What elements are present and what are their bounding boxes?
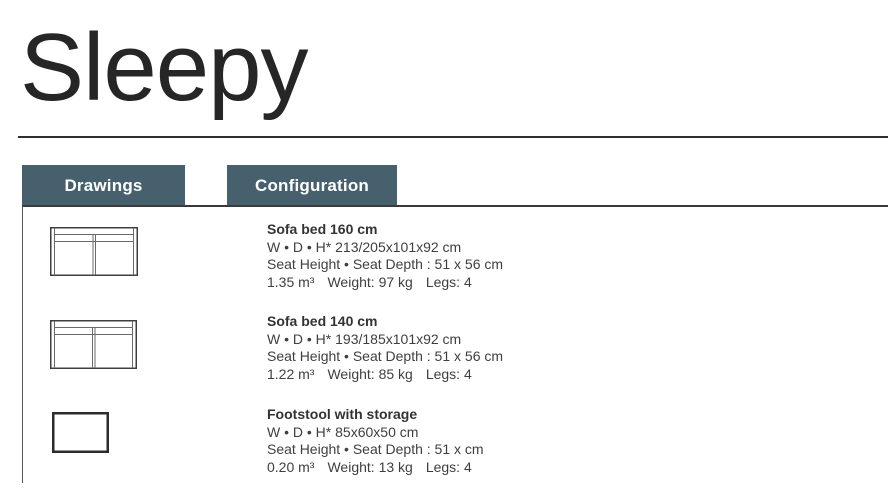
product-weight: Weight: 85 kg: [327, 365, 413, 382]
product-seat-dimensions: Seat Height • Seat Depth : 51 x 56 cm: [267, 256, 504, 273]
product-dimensions: W • D • H* 213/205x101x92 cm: [267, 238, 462, 255]
product-spec-sofa-140: [267, 313, 503, 383]
product-volume: 0.20 m³: [267, 458, 315, 475]
product-metrics: [267, 274, 503, 292]
product-weight: Weight: 97 kg: [327, 273, 413, 290]
tab-configuration-label: Configuration: [254, 175, 370, 195]
product-legs: Legs: 4: [425, 365, 472, 382]
product-spec-sofa-160: [267, 221, 503, 291]
title-divider: [18, 136, 888, 138]
product-seat-dimensions: Seat Height • Seat Depth : 51 x cm: [267, 441, 484, 458]
product-volume: 1.35 m³: [267, 273, 315, 290]
product-weight: Weight: 13 kg: [327, 458, 413, 475]
product-seat-dimensions: Seat Height • Seat Depth : 51 x 56 cm: [267, 348, 504, 365]
product-legs: Legs: 4: [425, 458, 472, 475]
tab-drawings-label: Drawings: [64, 175, 143, 195]
content-top-border: [22, 205, 888, 207]
product-metrics: [267, 459, 484, 477]
tab-configuration[interactable]: [227, 165, 397, 206]
product-legs: Legs: 4: [425, 273, 472, 290]
product-name: Sofa bed 160 cm: [267, 221, 378, 237]
product-name: Sofa bed 140 cm: [267, 313, 378, 329]
product-dimensions: W • D • H* 85x60x50 cm: [267, 423, 419, 440]
product-metrics: [267, 366, 503, 384]
content-left-border: [22, 206, 23, 483]
sofa-bed-140-drawing-icon: [50, 320, 137, 374]
sofa-bed-160-drawing-icon: [50, 227, 138, 281]
tab-drawings[interactable]: [22, 165, 185, 206]
product-spec-footstool: [267, 406, 484, 476]
product-dimensions: W • D • H* 193/185x101x92 cm: [267, 330, 462, 347]
product-volume: 1.22 m³: [267, 365, 315, 382]
footstool-drawing-icon: [52, 412, 109, 458]
page-title: Sleepy: [20, 14, 308, 121]
product-name: Footstool with storage: [267, 406, 418, 422]
